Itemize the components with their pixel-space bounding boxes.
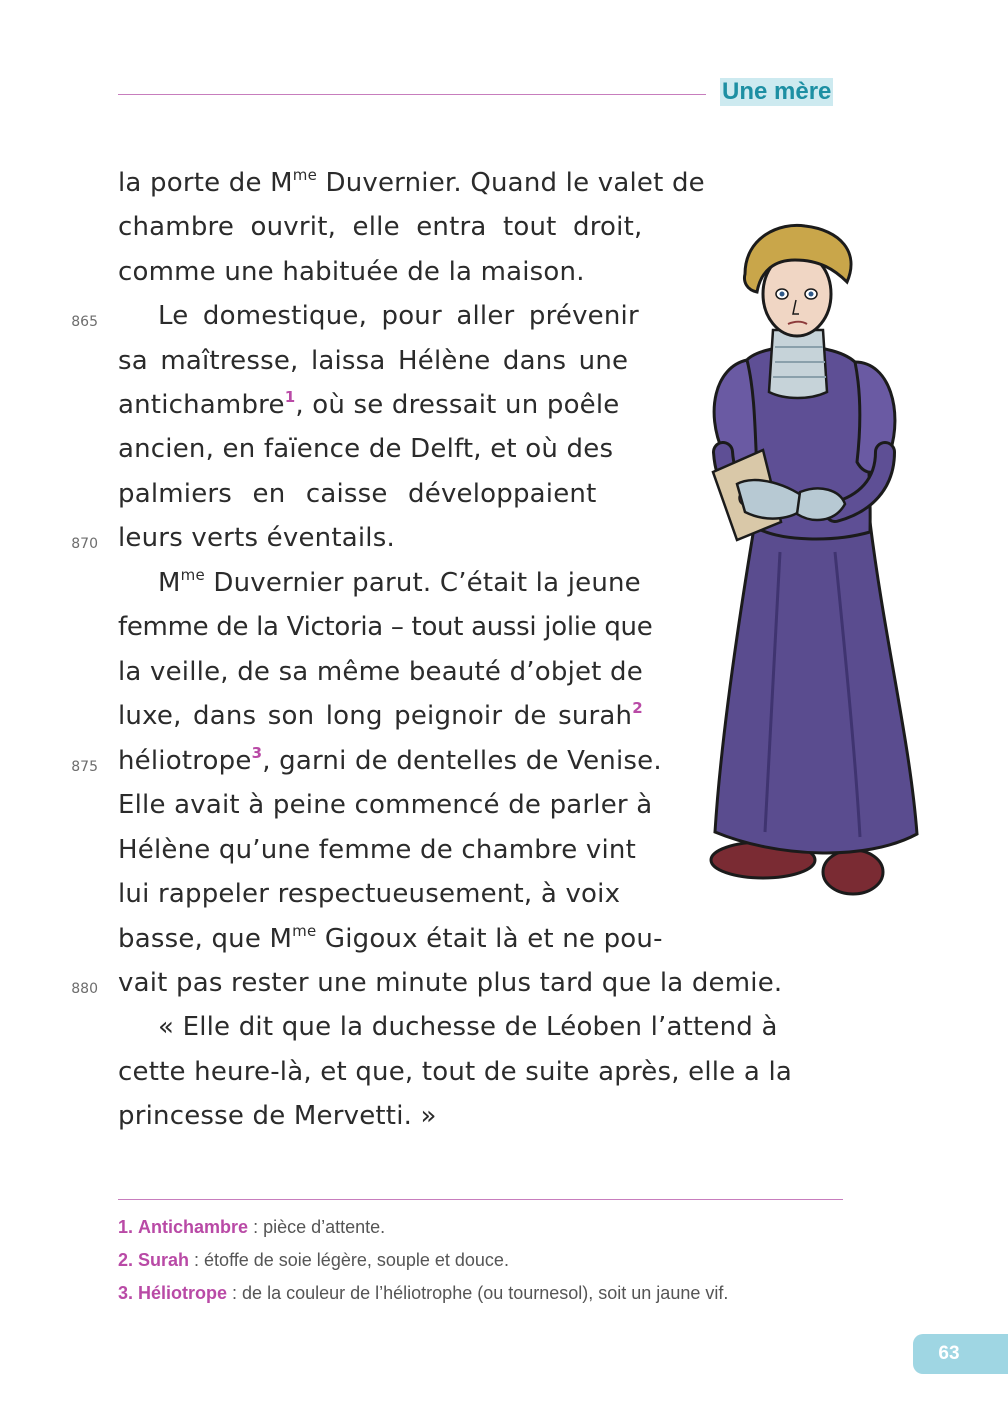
text-line: $M^{me}$ Duvernier parut. C’était la jeune xyxy=(158,566,641,598)
footnote-rule xyxy=(118,1199,843,1200)
text-line: comme une habituée de la maison. xyxy=(118,257,585,287)
text-line: héliotrope$^3$, garni de dentelles de Venise. xyxy=(118,744,662,776)
header-rule xyxy=(118,94,706,95)
text-line: la veille, de sa même beauté d’objet de xyxy=(118,657,643,687)
text-line: « Elle dit que la duchesse de Léoben l’attend à xyxy=(158,1012,778,1042)
text-line: femme de la Victoria – tout aussi jolie que xyxy=(118,612,653,642)
text-line: ancien, en faïence de Delft, et où des xyxy=(118,434,614,464)
running-header-title: Une mère xyxy=(722,78,832,105)
text-line: Elle avait à peine commencé de parler à xyxy=(118,790,653,820)
text-line: antichambre$^1$, où se dressait un poêle xyxy=(118,388,620,420)
text-line: Hélène qu’une femme de chambre vint xyxy=(118,835,636,865)
line-number: 870 xyxy=(71,536,98,552)
text-line: vait pas rester une minute plus tard que la demie. xyxy=(118,968,783,998)
text-line: chambre ouvrit, elle entra tout droit, xyxy=(118,212,643,242)
line-number: 880 xyxy=(71,981,98,997)
text-line: palmiers en caisse développaient xyxy=(118,479,597,509)
footnote-ref: 1 xyxy=(284,388,296,406)
text-line: sa maîtresse, laissa Hélène dans une xyxy=(118,346,629,376)
text-line: luxe, dans son long peignoir de surah$^2$ xyxy=(118,699,643,731)
text-line: princesse de Mervetti. » xyxy=(118,1101,437,1131)
footnote: 2. Surah : étoffe de soie légère, souple et douce. xyxy=(118,1250,509,1270)
line-number: 875 xyxy=(71,759,98,775)
footnote-ref: 2 xyxy=(632,699,643,717)
line-number: 865 xyxy=(71,314,98,330)
text-line: leurs verts éventails. xyxy=(118,523,395,553)
page-number: 63 xyxy=(938,1343,960,1364)
footnote-ref: 3 xyxy=(251,744,263,762)
text-line: la porte de $M^{me}$ Duvernier. Quand le valet de xyxy=(118,166,705,198)
footnote: 1. Antichambre : pièce d’attente. xyxy=(118,1217,386,1237)
footnote: 3. Héliotrope : de la couleur de l’héliotrophe (ou tournesol), soit un jaune vif. xyxy=(118,1283,729,1303)
text-line: lui rappeler respectueusement, à voix xyxy=(118,879,621,909)
text-line: basse, que $M^{me}$ Gigoux était là et ne pou- xyxy=(118,922,663,954)
text-line: Le domestique, pour aller prévenir xyxy=(158,301,639,331)
woman-illustration xyxy=(685,222,925,902)
text-line: cette heure-là, et que, tout de suite après, elle a la xyxy=(118,1057,793,1087)
